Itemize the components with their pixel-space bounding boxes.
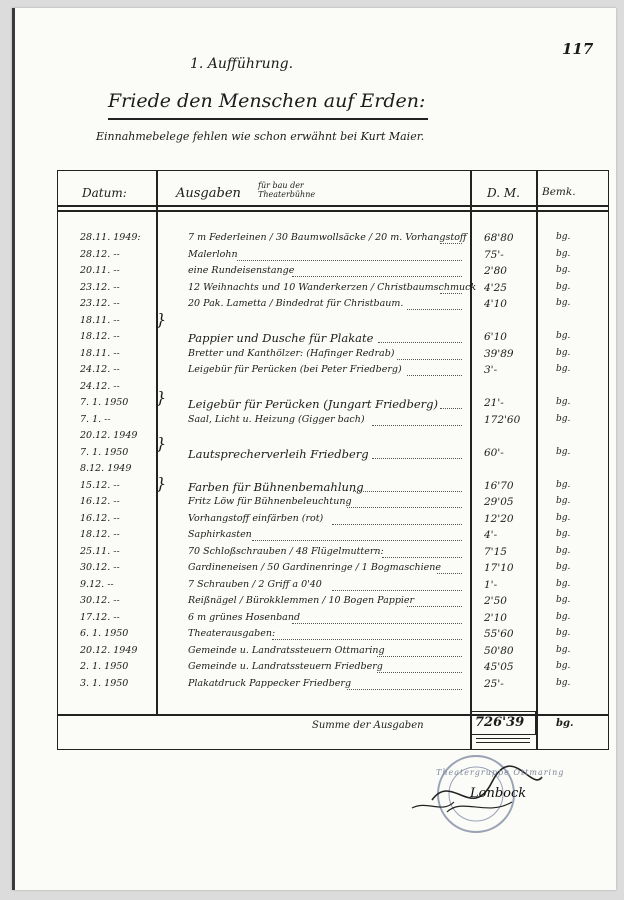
row-date: 23.12. -- [80, 298, 120, 309]
row-leader-dots [372, 458, 462, 459]
row-description: Fritz Löw für Bühnenbeleuchtung [188, 496, 352, 507]
row-remark: bg. [556, 611, 571, 622]
sum-remark: bg. [556, 718, 574, 729]
performance-label: 1. Aufführung. [190, 56, 294, 72]
row-remark: bg. [556, 331, 571, 341]
row-leader-dots [252, 540, 462, 541]
row-date: 28.12. -- [80, 248, 120, 260]
row-amount: 25'- [484, 677, 504, 690]
sum-value: 726'39 [475, 715, 525, 730]
row-date: 7. 1. -- [80, 413, 111, 425]
row-date: 18.12. -- [80, 331, 120, 342]
row-amount: 7'15 [484, 545, 507, 558]
row-date: 18.11. -- [80, 347, 120, 359]
row-remark: bg. [556, 595, 571, 605]
row-leader-dots [407, 309, 462, 310]
row-date: 20.12. 1949 [80, 430, 138, 441]
row-description: 20 Pak. Lametta / Bindedrat für Christbaum. [188, 298, 404, 309]
left-margin-rule [12, 8, 15, 890]
row-remark: bg. [556, 446, 571, 457]
row-remark: bg. [556, 413, 571, 424]
row-leader-dots [437, 573, 462, 574]
row-amount: 4'- [484, 529, 498, 541]
column-divider-remarks [536, 170, 538, 750]
row-description: 70 Schloßschrauben / 48 Flügelmuttern: [188, 545, 384, 557]
brace-icon: } [156, 474, 167, 493]
header-remarks: Bemk. [542, 186, 576, 198]
page-title: Friede den Menschen auf Erden: [108, 90, 426, 112]
row-date: 16.12. -- [80, 496, 120, 507]
row-leader-dots [332, 590, 462, 591]
row-amount: 17'10 [484, 562, 514, 574]
row-date: 7. 1. 1950 [80, 446, 129, 458]
row-description: Plakatdruck Pappecker Friedberg [188, 677, 352, 689]
row-description: Leigebür für Perücken (Jungart Friedberg) [188, 397, 438, 411]
row-remark: bg. [556, 364, 571, 374]
row-leader-dots [407, 375, 462, 376]
row-date: 24.12. -- [80, 380, 120, 392]
row-remark: bg. [556, 496, 571, 506]
row-amount: 29'05 [484, 496, 514, 508]
row-leader-dots [382, 557, 462, 558]
row-date: 15.12. -- [80, 479, 120, 491]
brace-icon: } [156, 434, 167, 453]
row-remark: bg. [556, 248, 571, 259]
row-amount: 12'20 [484, 512, 514, 525]
row-leader-dots [397, 359, 462, 360]
row-date: 30.12. -- [80, 562, 120, 573]
row-amount: 1'- [484, 578, 498, 591]
row-description: Saal, Licht u. Heizung (Gigger bach) [188, 413, 365, 425]
row-amount: 2'10 [484, 611, 507, 624]
row-amount: 21'- [484, 397, 504, 409]
sum-double-underline [476, 738, 530, 743]
row-amount: 2'50 [484, 595, 507, 607]
row-date: 3. 1. 1950 [80, 677, 129, 689]
sum-label: Summe der Ausgaben [312, 720, 424, 731]
brace-icon: } [156, 388, 167, 407]
row-date: 30.12. -- [80, 595, 120, 606]
row-description: 7 m Federleinen / 30 Baumwollsäcke / 20 m. Vorhangstoff [188, 232, 467, 243]
title-underline [108, 118, 428, 120]
row-leader-dots [292, 276, 462, 277]
row-remark: bg. [556, 578, 571, 589]
row-leader-dots [440, 293, 462, 294]
row-leader-dots [272, 639, 462, 640]
row-date: 28.11. 1949: [80, 232, 141, 243]
row-leader-dots [347, 507, 462, 508]
row-date: 8.12. 1949 [80, 463, 132, 474]
brace-icon: } [156, 310, 167, 329]
row-description: Bretter und Kanthölzer: (Hafinger Redrab) [188, 347, 395, 359]
row-leader-dots [353, 491, 462, 492]
page-number: 117 [562, 40, 594, 58]
row-date: 16.12. -- [80, 512, 120, 524]
row-amount: 16'70 [484, 479, 514, 492]
row-leader-dots [440, 243, 462, 244]
header-amount: D. M. [487, 186, 520, 200]
row-date: 9.12. -- [80, 578, 114, 590]
row-leader-dots [292, 623, 462, 624]
row-remark: bg. [556, 677, 571, 688]
row-description: Vorhangstoff einfärben (rot) [188, 512, 324, 524]
row-leader-dots [378, 342, 462, 343]
signature: Lonbock [470, 786, 527, 801]
row-amount: 3'- [484, 364, 498, 376]
row-remark: bg. [556, 232, 571, 242]
stamp-icon [392, 752, 565, 852]
row-date: 6. 1. 1950 [80, 628, 129, 639]
row-description: Malerlohn [188, 248, 238, 260]
row-amount: 6'10 [484, 331, 507, 343]
row-amount: 60'- [484, 446, 504, 459]
row-amount: 172'60 [484, 413, 521, 426]
row-remark: bg. [556, 265, 571, 275]
row-description: Gardineneisen / 50 Gardinenringe / 1 Bogmaschiene [188, 562, 442, 573]
row-amount: 75'- [484, 248, 504, 261]
row-amount: 50'80 [484, 644, 514, 657]
row-date: 18.11. -- [80, 314, 120, 326]
row-description: eine Rundeisenstange [188, 265, 295, 276]
column-divider-amount [470, 170, 472, 750]
row-amount: 39'89 [484, 347, 514, 360]
row-leader-dots [347, 689, 462, 690]
header-expenses: Ausgaben [176, 186, 241, 201]
row-description: Gemeinde u. Landratssteuern Ottmaring [188, 644, 385, 656]
row-date: 7. 1. 1950 [80, 397, 129, 408]
row-amount: 55'60 [484, 628, 514, 640]
row-description: Lautsprecherverleih Friedberg [188, 446, 369, 461]
row-date: 23.12. -- [80, 281, 120, 293]
row-description: Reißnägel / Bürokklemmen / 10 Bogen Pappier [188, 595, 415, 606]
row-description: 6 m grünes Hosenband [188, 611, 301, 623]
row-remark: bg. [556, 545, 571, 556]
header-rule-double [57, 210, 609, 212]
row-date: 24.12. -- [80, 364, 120, 375]
row-remark: bg. [556, 562, 571, 572]
row-leader-dots [377, 672, 462, 673]
row-date: 20.11. -- [80, 265, 120, 276]
row-date: 20.12. 1949 [80, 644, 138, 656]
row-description: 7 Schrauben / 2 Griff a 0'40 [188, 578, 322, 590]
row-description: Leigebür für Perücken (bei Peter Friedberg) [188, 364, 402, 375]
row-amount: 2'80 [484, 265, 507, 277]
row-date: 25.11. -- [80, 545, 120, 557]
row-leader-dots [407, 606, 462, 607]
row-remark: bg. [556, 298, 571, 308]
row-remark: bg. [556, 661, 571, 671]
row-leader-dots [377, 656, 462, 657]
row-leader-dots [237, 260, 462, 261]
row-remark: bg. [556, 347, 571, 358]
row-amount: 45'05 [484, 661, 514, 673]
row-remark: bg. [556, 529, 571, 539]
header-expenses-sub: für bau der Theaterbühne [258, 181, 316, 199]
row-amount: 4'10 [484, 298, 507, 310]
row-date: 17.12. -- [80, 611, 120, 623]
row-description: Theaterausgaben: [188, 628, 276, 639]
row-date: 18.12. -- [80, 529, 120, 540]
row-leader-dots [372, 425, 462, 426]
row-description: 12 Weihnachts und 10 Wanderkerzen / Christbaumschmuck [188, 281, 477, 293]
row-remark: bg. [556, 479, 571, 490]
row-description: Farben für Bühnenbemahlung [188, 479, 364, 494]
note-text: Einnahmebelege fehlen wie schon erwähnt bei Kurt Maier. [96, 130, 425, 143]
row-remark: bg. [556, 281, 571, 292]
row-remark: bg. [556, 644, 571, 655]
row-description: Pappier und Dusche für Plakate [188, 331, 374, 345]
stamp-text: Theatergruppe Ottmaring [436, 768, 565, 777]
row-amount: 68'80 [484, 232, 514, 244]
row-leader-dots [332, 524, 462, 525]
header-date: Datum: [82, 186, 127, 200]
row-date: 2. 1. 1950 [80, 661, 129, 672]
row-remark: bg. [556, 628, 571, 638]
row-remark: bg. [556, 512, 571, 523]
row-amount: 4'25 [484, 281, 507, 294]
header-rule [57, 205, 609, 207]
row-description: Gemeinde u. Landratssteuern Friedberg [188, 661, 383, 672]
row-remark: bg. [556, 397, 571, 407]
row-leader-dots [440, 408, 462, 409]
row-description: Saphirkasten [188, 529, 252, 540]
